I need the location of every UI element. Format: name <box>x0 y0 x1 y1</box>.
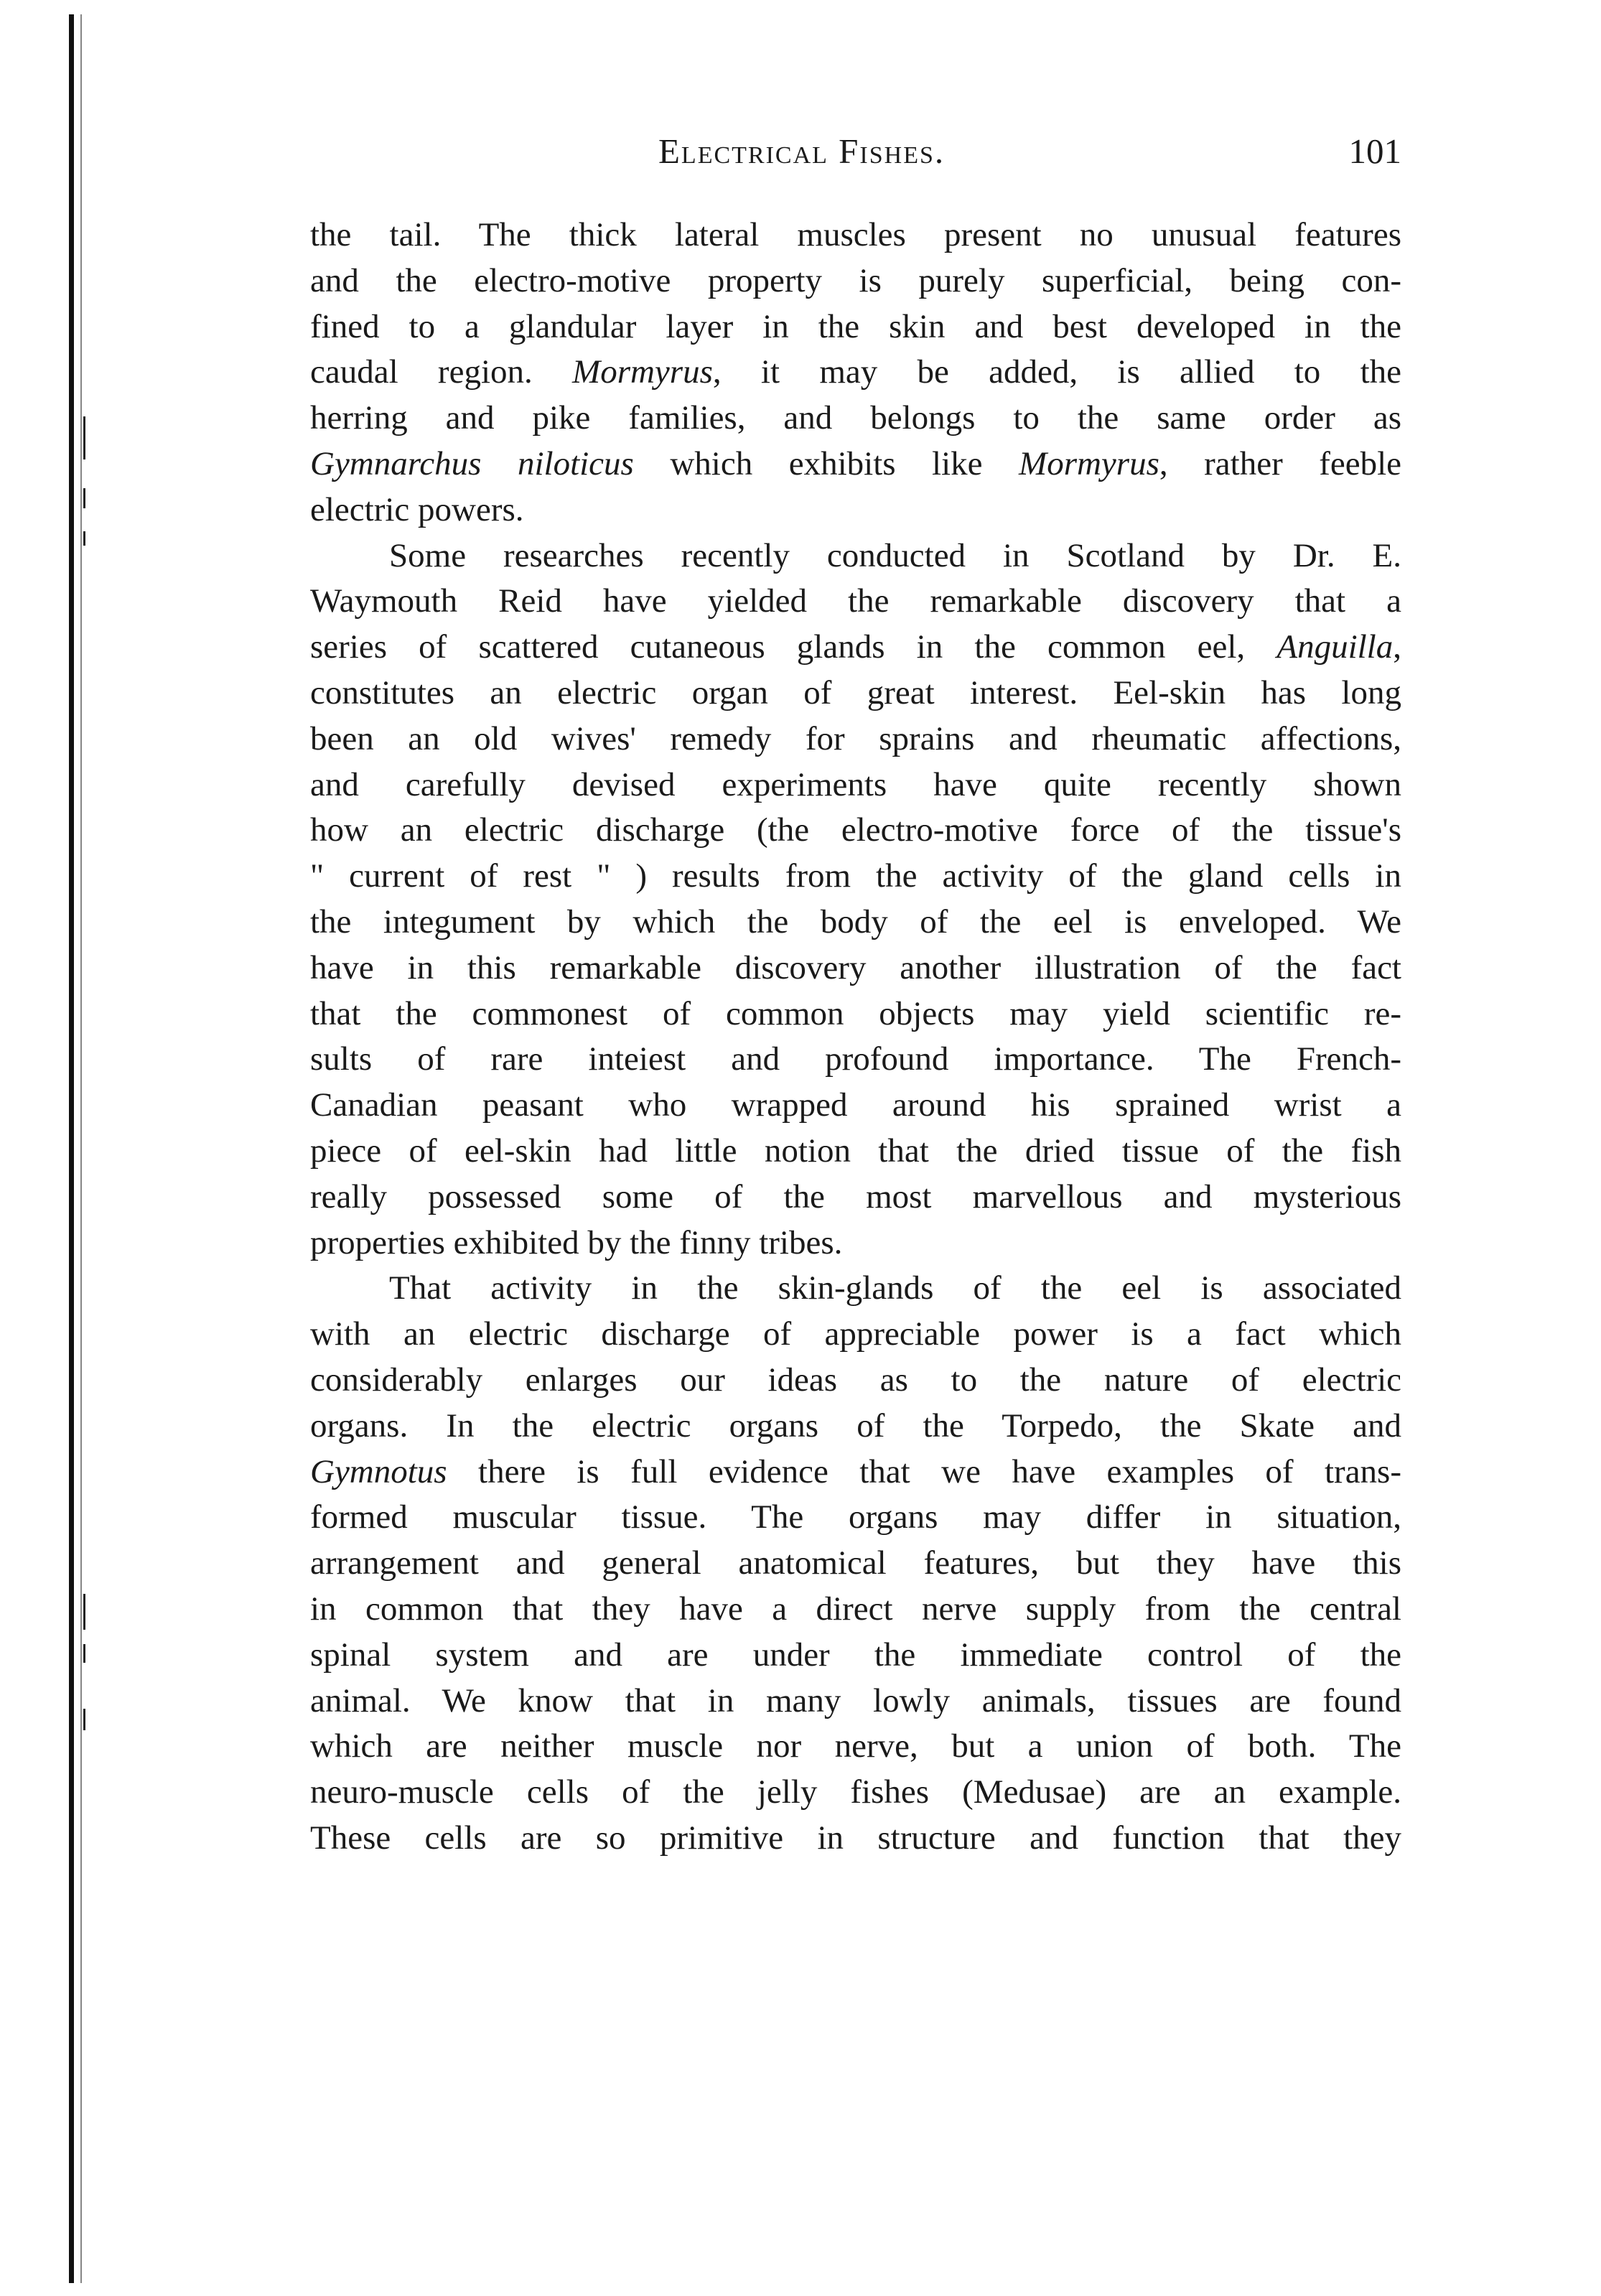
text-line <box>310 1770 1401 1816</box>
text-segment: with an electric discharge of appreciable power is a fact which <box>310 1315 1401 1353</box>
text-segment: spinal system and are under the immediate control of the <box>310 1635 1401 1674</box>
text-segment: series of scattered cutaneous glands in the common eel, <box>310 628 1277 666</box>
binding-speck <box>83 531 85 546</box>
text-segment: These cells are so primitive in structure and function that they <box>310 1819 1401 1857</box>
text-segment: herring and pike families, and belongs to the same order as <box>310 399 1401 437</box>
text-line <box>310 1587 1401 1633</box>
text-segment: animal. We know that in many lowly animals, tissues are found <box>310 1681 1401 1719</box>
text-line <box>310 1083 1401 1129</box>
text-line <box>310 854 1401 900</box>
text-segment: in common that they have a direct nerve supply from the central <box>310 1590 1401 1628</box>
text-line <box>310 1037 1401 1083</box>
italic-term: Anguilla <box>1276 628 1394 666</box>
binding-speck <box>83 1594 85 1630</box>
text-segment: fined to a glandular layer in the skin and best developed in the <box>310 307 1401 345</box>
text-segment: really possessed some of the most marvellous and mysterious <box>310 1177 1401 1215</box>
text-line <box>310 304 1401 350</box>
text-segment: formed muscular tissue. The organs may differ in situation, <box>310 1498 1401 1536</box>
text-segment: Canadian peasant who wrapped around his sprained wrist a <box>310 1086 1401 1124</box>
text-segment: , rather feeble <box>1159 444 1402 482</box>
text-segment: That activity in the skin-glands of the eel is associated <box>389 1269 1401 1307</box>
text-line <box>310 1679 1401 1725</box>
text-line <box>310 1495 1401 1541</box>
text-line <box>310 1816 1401 1862</box>
binding-speck <box>83 488 85 508</box>
text-line <box>310 1358 1401 1404</box>
page-binding-shadow <box>80 14 82 2283</box>
text-line <box>310 1266 1401 1312</box>
text-line <box>310 762 1401 808</box>
italic-term: Mormyrus <box>1019 444 1159 482</box>
text-line <box>310 717 1401 762</box>
text-line <box>310 900 1401 946</box>
text-segment: caudal region. <box>310 353 573 391</box>
text-segment: , it may be added, is allied to the <box>712 353 1402 391</box>
text-line <box>310 991 1401 1037</box>
page-number: 101 <box>1348 131 1401 171</box>
text-segment: sults of rare inteiest and profound importance. The French- <box>310 1040 1401 1078</box>
text-line <box>310 350 1401 396</box>
text-line <box>310 808 1401 854</box>
text-segment: the integument by which the body of the eel is enveloped. We <box>310 902 1401 941</box>
text-segment: constitutes an electric organ of great interest. Eel-skin has long <box>310 673 1401 711</box>
text-line <box>310 1404 1401 1450</box>
text-segment: the tail. The thick lateral muscles present no unusual features <box>310 216 1401 253</box>
text-line <box>310 625 1401 671</box>
text-segment: been an old wives' remedy for sprains and rheumatic affections, <box>310 719 1401 757</box>
text-line <box>310 1312 1401 1358</box>
text-segment: there is full evidence that we have examples of trans- <box>447 1452 1401 1490</box>
page-binding-edge <box>69 14 74 2283</box>
text-segment: electric powers. <box>310 490 524 528</box>
text-segment: Some researches recently conducted in Scotland by Dr. E. <box>389 536 1401 574</box>
text-line <box>310 671 1401 717</box>
text-segment: piece of eel-skin had little notion that the dried tissue of the fish <box>310 1131 1401 1170</box>
text-segment: properties exhibited by the finny tribes. <box>310 1223 843 1261</box>
text-line <box>310 487 1401 533</box>
italic-term: Mormyrus <box>572 353 713 391</box>
text-segment: " current of rest " ) results from the activity of the gland cells in <box>310 857 1401 895</box>
page-header <box>310 131 1401 181</box>
text-line <box>310 1724 1401 1770</box>
text-line <box>310 442 1401 487</box>
text-line <box>310 579 1401 625</box>
text-segment: how an electric discharge (the electro-motive force of the tissue's <box>310 811 1401 849</box>
text-line <box>310 1633 1401 1679</box>
italic-term: Gymnotus <box>310 1452 447 1490</box>
text-line <box>310 946 1401 991</box>
italic-term: Gymnarchus niloticus <box>310 444 634 482</box>
text-line <box>310 1129 1401 1175</box>
text-segment: which are neither muscle nor nerve, but a union of both. The <box>310 1727 1401 1765</box>
binding-speck <box>83 416 85 459</box>
text-line <box>310 258 1401 304</box>
text-segment: and the electro-motive property is purely superficial, being con- <box>310 261 1401 299</box>
text-line <box>310 396 1401 442</box>
text-segment: arrangement and general anatomical features, but they have this <box>310 1544 1401 1582</box>
text-line <box>310 533 1401 579</box>
text-segment: organs. In the electric organs of the Torpedo, the Skate and <box>310 1406 1401 1445</box>
text-segment: that the commonest of common objects may yield scientific re- <box>310 994 1401 1032</box>
running-head: Electrical Fishes. <box>658 131 946 171</box>
text-line <box>310 213 1401 258</box>
text-segment: which exhibits like <box>633 444 1019 482</box>
text-line <box>310 1221 1401 1266</box>
text-segment: Waymouth Reid have yielded the remarkable discovery that a <box>310 582 1401 620</box>
text-line <box>310 1450 1401 1495</box>
text-line <box>310 1175 1401 1221</box>
body-text <box>310 213 1401 1862</box>
binding-speck <box>83 1644 85 1663</box>
binding-speck <box>83 1709 85 1730</box>
text-segment: , <box>1393 628 1401 666</box>
text-segment: and carefully devised experiments have quite recently shown <box>310 765 1401 803</box>
text-line <box>310 1541 1401 1587</box>
text-segment: considerably enlarges our ideas as to the nature of electric <box>310 1361 1401 1399</box>
text-segment: have in this remarkable discovery another illustration of the fact <box>310 948 1401 986</box>
text-segment: neuro-muscle cells of the jelly fishes (Medusae) are an example. <box>310 1773 1401 1811</box>
